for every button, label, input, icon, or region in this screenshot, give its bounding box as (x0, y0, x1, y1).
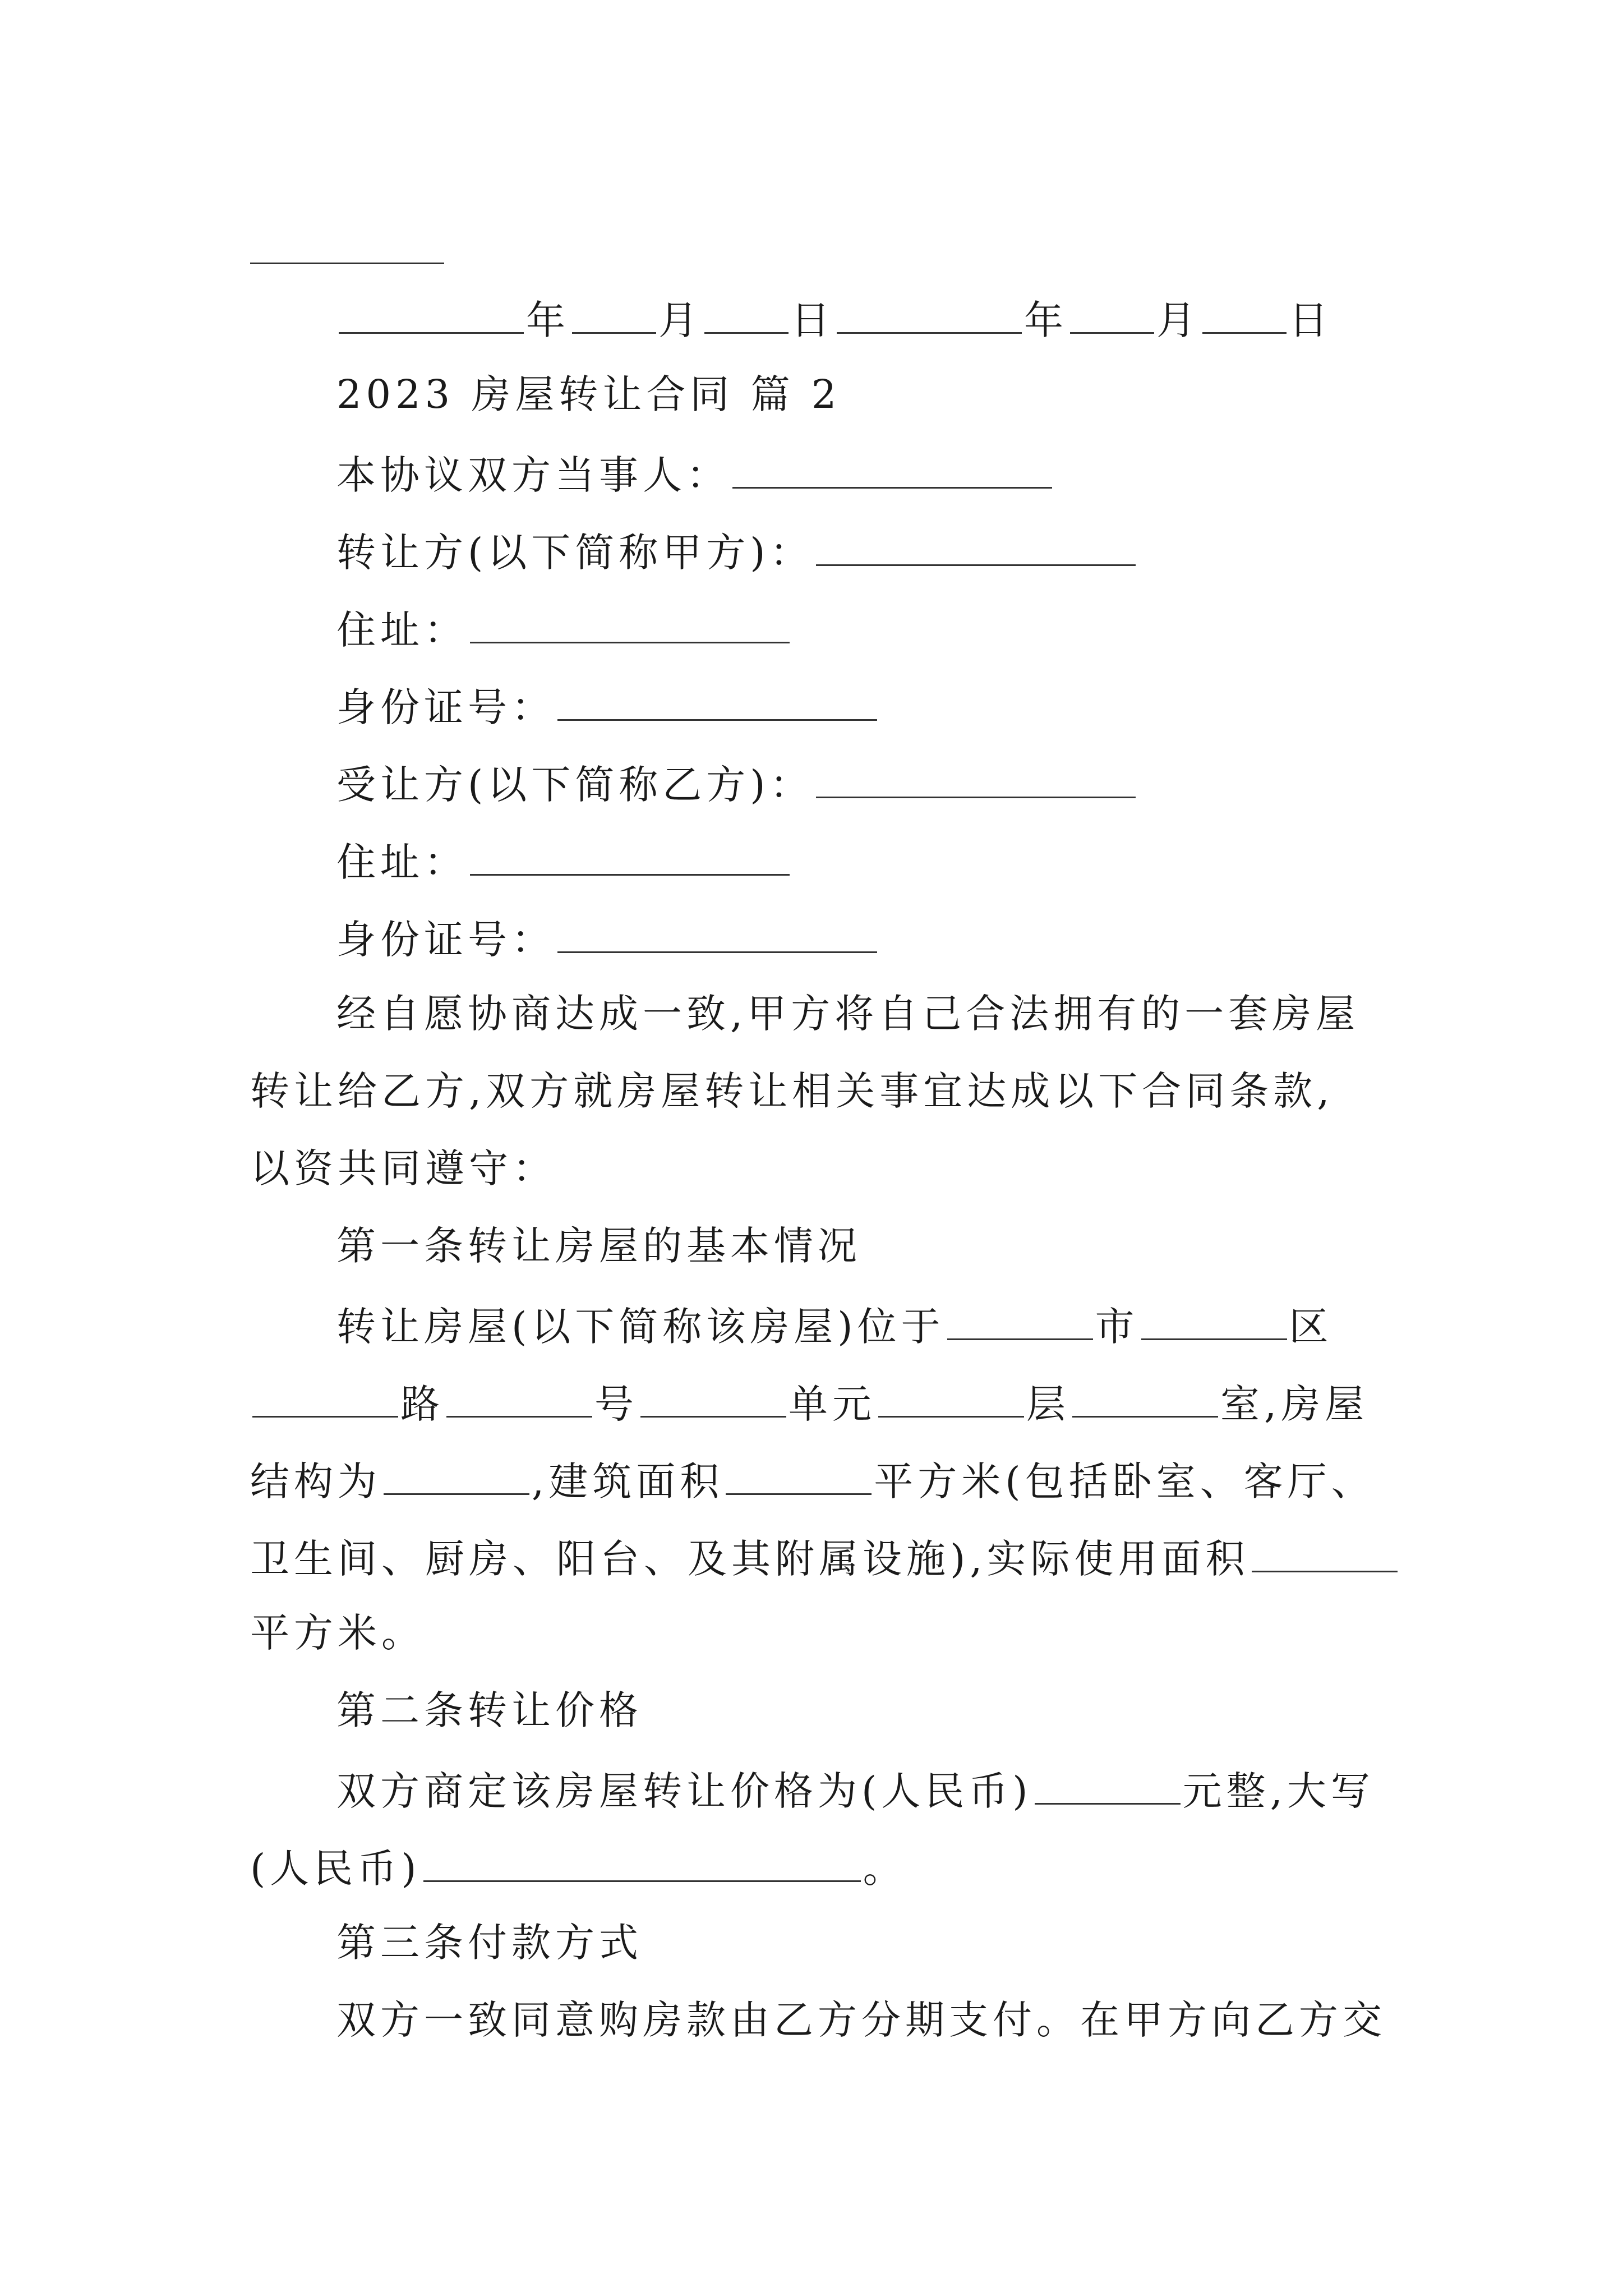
address-label: 住址： (336, 839, 468, 885)
blank-line (816, 530, 1136, 566)
article-2-text: 元整,大写 (1182, 1768, 1375, 1814)
month-label: 月 (658, 297, 702, 343)
blank-line (557, 684, 877, 721)
blank-line (250, 263, 444, 264)
transferor-id-line (336, 684, 879, 730)
blank-line (816, 762, 1136, 798)
article-2-title: 第二条转让价格 (336, 1687, 643, 1733)
blank-line (726, 1458, 872, 1495)
intro-paragraph-line: 经自愿协商达成一致,甲方将自己合法拥有的一套房屋 (336, 991, 1360, 1037)
day-label: 日 (791, 297, 834, 343)
blank-line (384, 1458, 529, 1495)
section-heading: 2023 房屋转让合同 篇 2 (336, 371, 841, 417)
blank-line (423, 1846, 861, 1882)
blank-line (837, 297, 1022, 334)
parties-intro-line (336, 452, 1054, 498)
article-1-text: 结构为 (250, 1458, 381, 1504)
article-1-text: 层 (1026, 1381, 1070, 1427)
intro-paragraph-line: 以资共同遵守： (250, 1145, 556, 1191)
transferee-address-line (336, 839, 792, 885)
article-1-text: 卫生间、厨房、阳台、及其附属设施),实际使用面积 (250, 1536, 1249, 1582)
article-2-text: 双方商定该房屋转让价格为(人民币) (336, 1768, 1032, 1814)
transferee-line (336, 762, 1138, 808)
blank-line (572, 297, 656, 334)
article-1-line: 平方米。 (250, 1610, 425, 1656)
blank-line (640, 1381, 786, 1418)
transferor-address-line (336, 607, 792, 653)
blank-line (1252, 1536, 1398, 1572)
article-1-text: 路 (400, 1381, 444, 1427)
article-2-line (336, 1768, 1375, 1814)
blank-line (1070, 297, 1154, 334)
transferee-label: 受让方(以下简称乙方)： (336, 762, 814, 808)
article-1-line (336, 1304, 1333, 1350)
address-label: 住址： (336, 607, 468, 653)
article-1-title: 第一条转让房屋的基本情况 (336, 1223, 861, 1269)
blank-line (1141, 1304, 1287, 1340)
blank-line (1072, 1381, 1218, 1418)
article-3-title: 第三条付款方式 (336, 1920, 643, 1966)
article-3-line: 双方一致同意购房款由乙方分期支付。在甲方向乙方交 (336, 1997, 1386, 2043)
intro-paragraph-line: 转让给乙方,双方就房屋转让相关事宜达成以下合同条款, (250, 1068, 1334, 1114)
article-1-line (250, 1381, 1369, 1427)
year-label: 年 (526, 297, 570, 343)
transferor-line (336, 530, 1138, 576)
article-1-text: 转让房屋(以下简称该房屋)位于 (336, 1304, 945, 1350)
month-label: 月 (1156, 297, 1200, 343)
parties-intro-label: 本协议双方当事人： (336, 452, 730, 498)
article-1-text: 室,房屋 (1220, 1381, 1369, 1427)
article-2-text: 。 (863, 1846, 907, 1892)
day-label: 日 (1289, 297, 1332, 343)
article-1-line (250, 1536, 1400, 1582)
date-line (336, 297, 1332, 343)
blank-line (446, 1381, 592, 1418)
year-label: 年 (1024, 297, 1068, 343)
blank-line (732, 452, 1052, 489)
transferor-label: 转让方(以下简称甲方)： (336, 530, 814, 576)
article-2-line (250, 1846, 907, 1892)
transferee-id-line (336, 917, 879, 963)
blank-line (470, 839, 790, 876)
blank-line (1035, 1768, 1181, 1805)
article-1-text: 平方米(包括卧室、客厅、 (874, 1458, 1375, 1504)
article-1-text: 号 (594, 1381, 638, 1427)
id-number-label: 身份证号： (336, 684, 555, 730)
article-1-text: 市 (1095, 1304, 1139, 1350)
blank-line (339, 297, 524, 334)
blank-line (947, 1304, 1093, 1340)
article-2-text: (人民币) (250, 1846, 421, 1892)
article-1-text: ,建筑面积 (532, 1458, 724, 1504)
blank-line (470, 607, 790, 643)
blank-line (252, 1381, 398, 1418)
blank-line (557, 917, 877, 953)
blank-line (704, 297, 789, 334)
blank-line (1202, 297, 1287, 334)
id-number-label: 身份证号： (336, 917, 555, 963)
article-1-text: 区 (1289, 1304, 1333, 1350)
blank-line (878, 1381, 1024, 1418)
article-1-line (250, 1458, 1375, 1504)
article-1-text: 单元 (789, 1381, 876, 1427)
